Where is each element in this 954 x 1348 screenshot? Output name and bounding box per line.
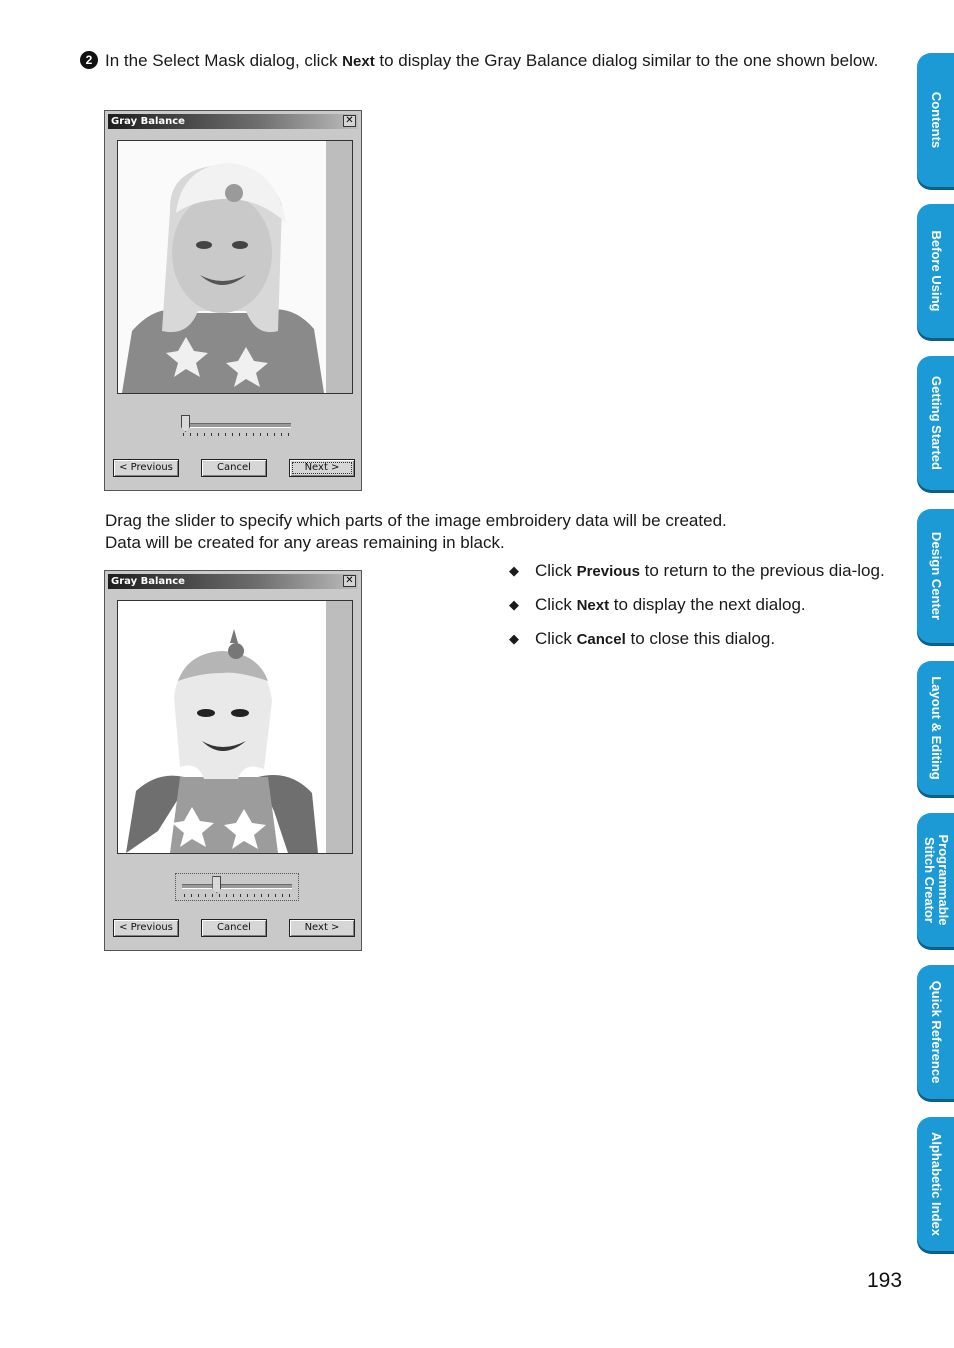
bullet-keyword: Cancel: [576, 631, 626, 648]
bullet-keyword: Next: [576, 597, 610, 614]
slider-thumb[interactable]: [212, 876, 221, 893]
step-text-before: In the Select Mask dialog, click: [105, 51, 343, 70]
previous-button[interactable]: < Previous: [113, 459, 179, 477]
list-item: ◆ Click Cancel to close this dialog.: [509, 629, 776, 648]
slider-ticks: [183, 433, 289, 436]
next-button[interactable]: Next >: [289, 919, 355, 937]
explanation-line-2: Data will be created for any areas remaining in black.: [105, 533, 505, 552]
diamond-bullet-icon: ◆: [509, 563, 519, 578]
tab-alphabetic-index[interactable]: Alphabetic Index: [917, 1117, 954, 1251]
explanation-line-1: Drag the slider to specify which parts of the image embroidery data will be created.: [105, 511, 727, 530]
previous-button[interactable]: < Previous: [113, 919, 179, 937]
dialog-titlebar: [108, 574, 358, 589]
slider-explanation: [105, 510, 865, 554]
slider-track: [182, 884, 292, 889]
gray-balance-slider[interactable]: [175, 413, 297, 439]
button-descriptions: [509, 560, 894, 662]
diamond-bullet-icon: ◆: [509, 597, 519, 612]
page-number: 193: [867, 1269, 903, 1292]
gray-balance-dialog-2: [104, 570, 362, 951]
dialog-title: Gray Balance: [111, 576, 185, 587]
list-item: ◆ Click Next to display the next dialog.: [509, 595, 806, 614]
list-item: ◆ Click Previous to return to the previous dia-log.: [509, 561, 885, 580]
dialog-title: Gray Balance: [111, 116, 185, 127]
image-preview: [117, 140, 353, 394]
slider-track: [181, 423, 291, 428]
slider-ticks: [184, 894, 290, 897]
step-text-after: to display the Gray Balance dialog similar to the one shown below.: [374, 51, 879, 70]
section-tab-nav: [917, 0, 954, 1348]
gray-balance-slider[interactable]: [175, 873, 299, 901]
tab-contents[interactable]: Contents: [917, 53, 954, 187]
grayscale-photo: [118, 141, 326, 393]
step-text: [105, 49, 890, 73]
tab-programmable-stitch-creator[interactable]: Programmable Stitch Creator: [917, 813, 954, 947]
slider-thumb[interactable]: [181, 415, 190, 432]
tab-getting-started[interactable]: Getting Started: [917, 356, 954, 490]
image-preview: [117, 600, 353, 854]
cancel-button[interactable]: Cancel: [201, 919, 267, 937]
tab-quick-reference[interactable]: Quick Reference: [917, 965, 954, 1099]
next-button[interactable]: Next >: [289, 459, 355, 477]
dialog-titlebar: [108, 114, 358, 129]
step-2-instruction: [80, 49, 890, 73]
step-keyword: Next: [342, 53, 375, 70]
bullet-keyword: Previous: [576, 563, 640, 580]
close-button[interactable]: ✕: [343, 115, 356, 127]
tab-before-using[interactable]: Before Using: [917, 204, 954, 338]
diamond-bullet-icon: ◆: [509, 631, 519, 646]
step-number-badge: 2: [80, 51, 98, 69]
close-button[interactable]: ✕: [343, 575, 356, 587]
tab-layout-editing[interactable]: Layout & Editing: [917, 661, 954, 795]
gray-balance-dialog-1: [104, 110, 362, 491]
cancel-button[interactable]: Cancel: [201, 459, 267, 477]
thresholded-photo: [118, 601, 326, 853]
tab-design-center[interactable]: Design Center: [917, 509, 954, 643]
